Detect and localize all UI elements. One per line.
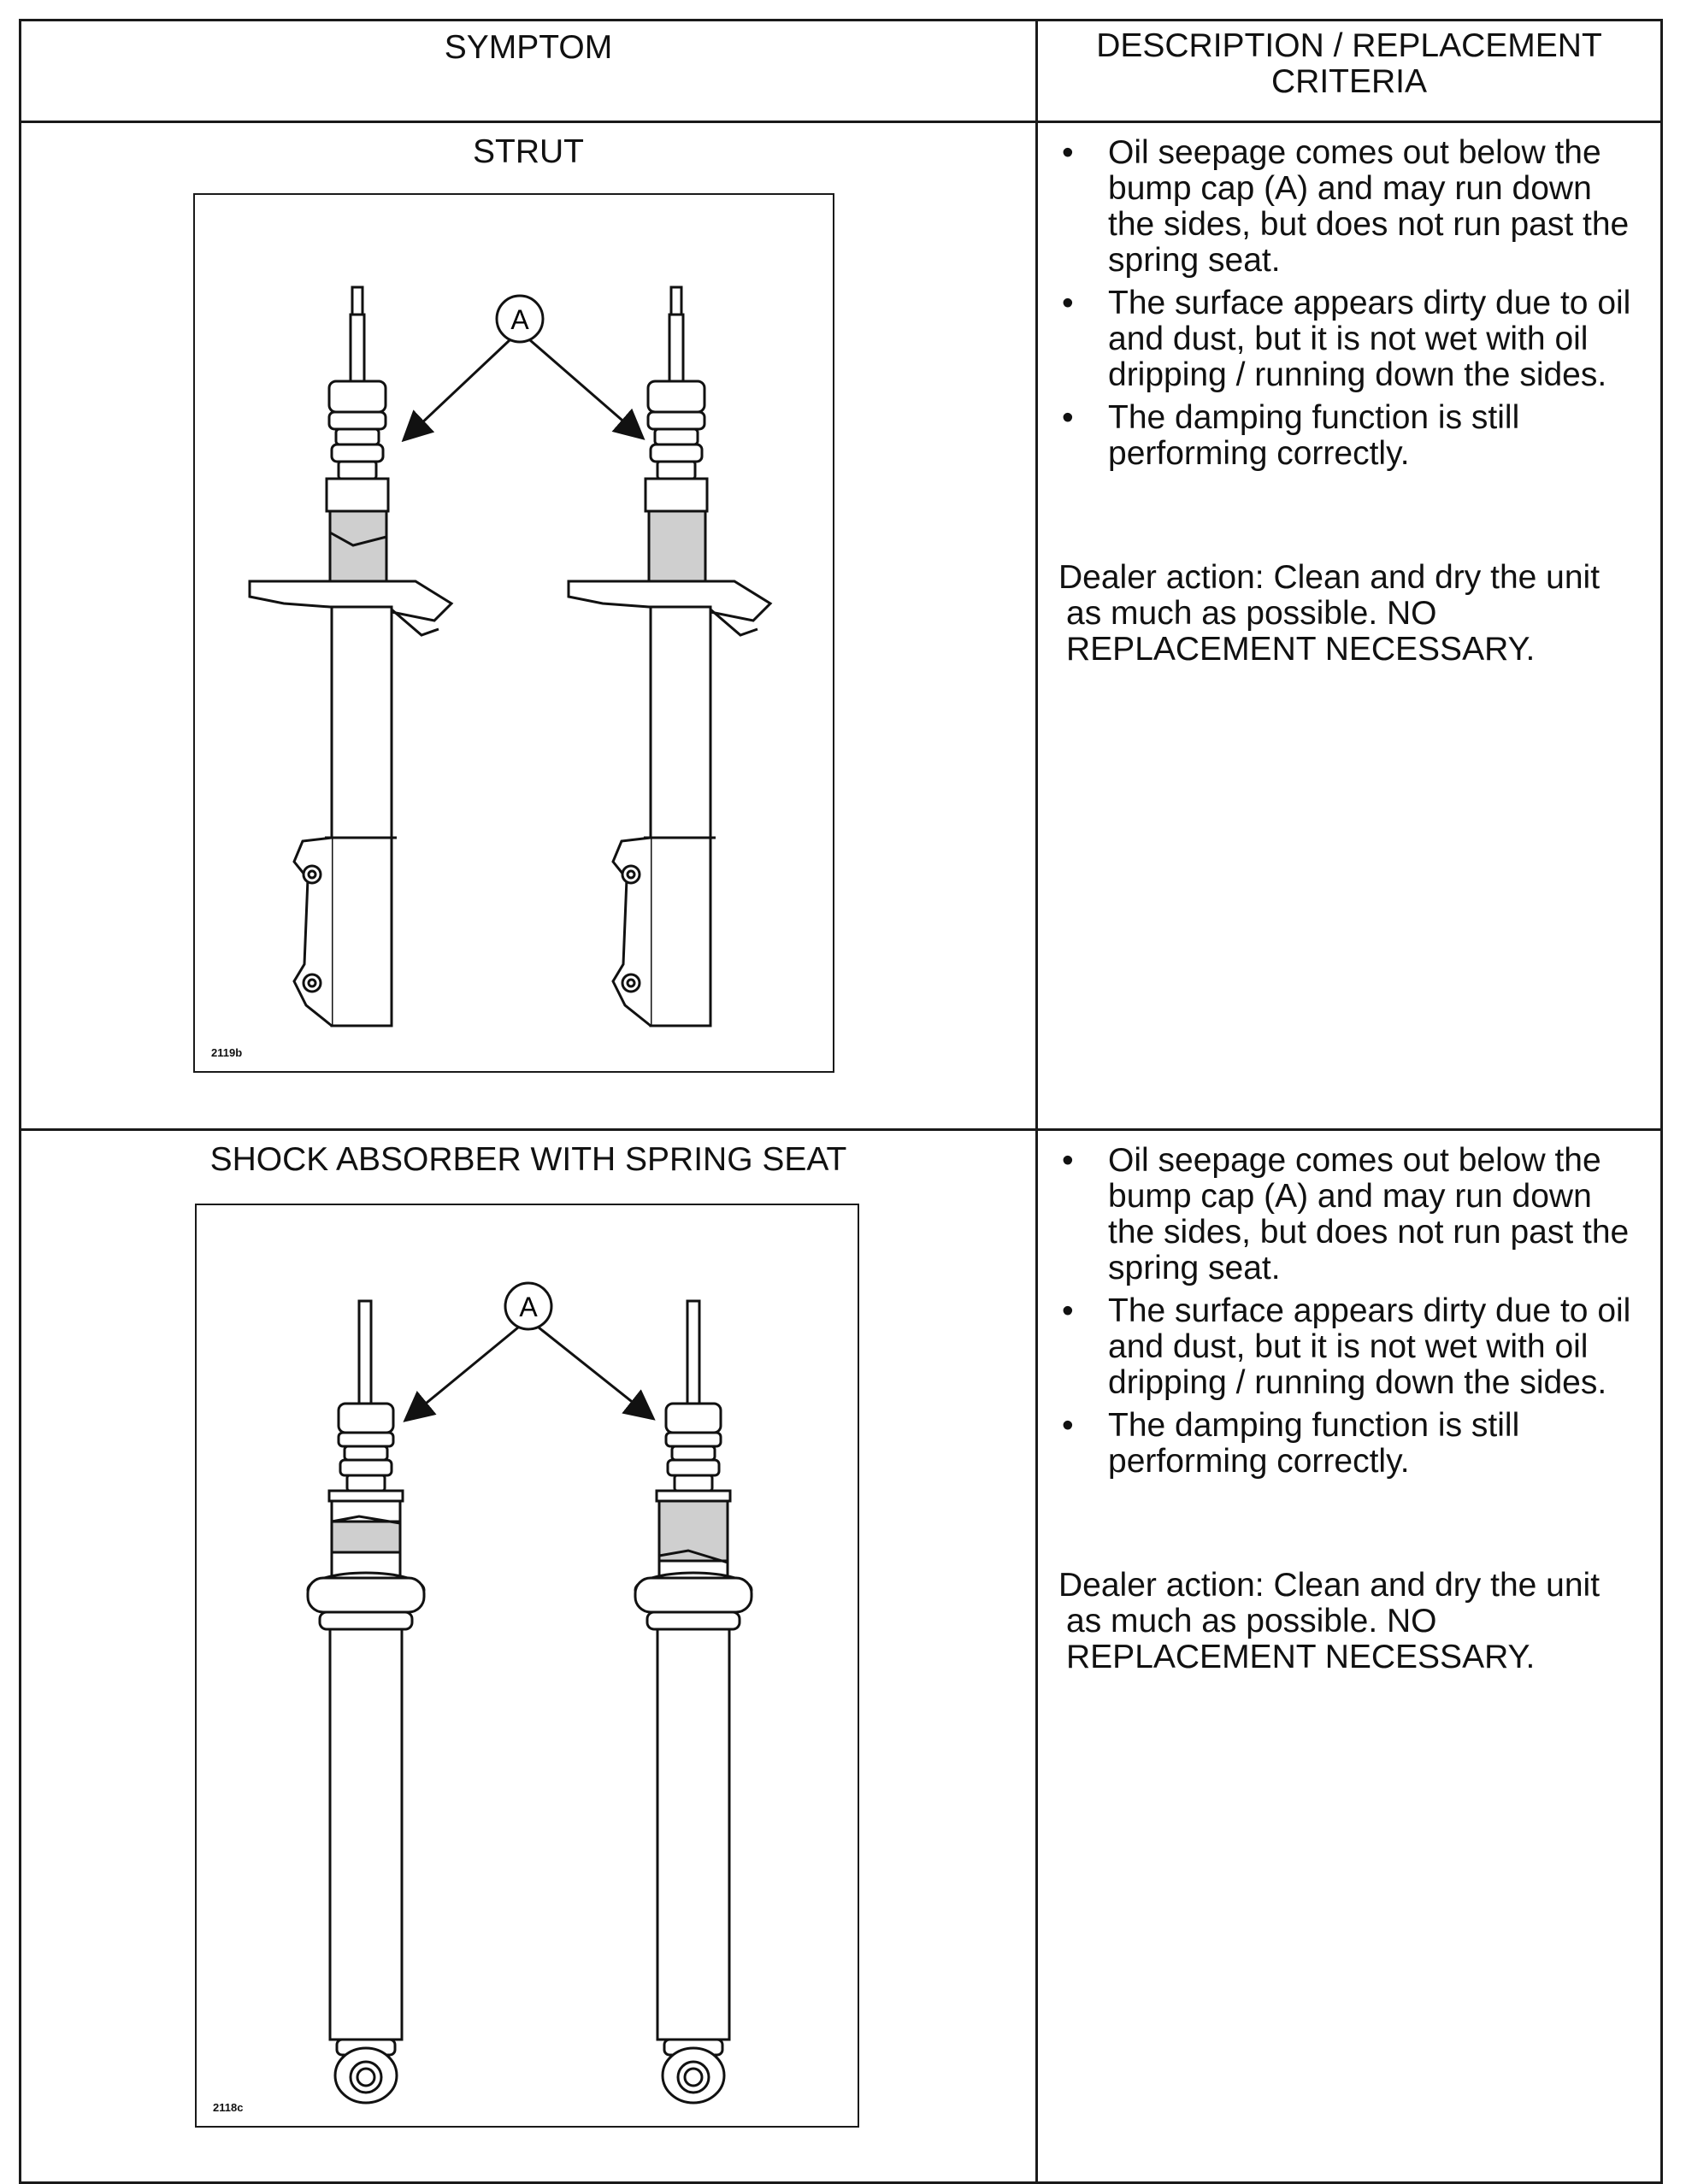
criteria-list-strut	[1058, 135, 1643, 472]
symptom-title-shock: SHOCK ABSORBER WITH SPRING SEAT	[209, 1141, 847, 1178]
callout-letter: A	[510, 304, 529, 335]
callout-a	[407, 1283, 651, 1419]
list-item: • The damping function is still performing correctly.	[1062, 1407, 1520, 1480]
description-cell-shock	[1037, 1130, 1662, 2183]
dealer-action-strut: Dealer action: Clean and dry the unit as much as possible. NO REPLACEMENT NECESSARY.	[1058, 559, 1601, 668]
criteria-list-shock	[1058, 1143, 1643, 1480]
header-description: DESCRIPTION / REPLACEMENT CRITERIA	[1037, 21, 1662, 122]
list-item: • The damping function is still performing correctly.	[1062, 399, 1520, 472]
list-item: • The surface appears dirty due to oil and dust, but it is not wet with oil dripping / running down the sides.	[1062, 285, 1631, 393]
symptom-cell-strut	[21, 122, 1037, 1130]
figure-label-strut: 2119b	[211, 1046, 243, 1059]
symptom-title-strut: STRUT	[473, 133, 584, 170]
table-row-shock	[21, 1130, 1662, 2183]
description-cell-strut	[1037, 122, 1662, 1130]
list-item: • Oil seepage comes out below the bump cap (A) and may run down the sides, but does not run past the spring seat.	[1062, 1142, 1630, 1286]
table-row-strut	[21, 122, 1662, 1130]
list-item: • The surface appears dirty due to oil and dust, but it is not wet with oil dripping / running down the sides.	[1062, 1292, 1631, 1401]
table-header-row	[21, 21, 1662, 122]
callout-a	[405, 296, 641, 439]
strut-illustration	[193, 193, 834, 1073]
strut-left	[250, 287, 451, 1026]
strut-right	[569, 287, 770, 1026]
shock-illustration	[195, 1204, 859, 2128]
shock-left	[308, 1301, 424, 2103]
symptom-table	[19, 19, 1663, 2184]
header-symptom: SYMPTOM	[21, 21, 1037, 122]
figure-label-shock: 2118c	[213, 2101, 244, 2114]
callout-letter: A	[519, 1292, 538, 1322]
shock-right	[635, 1301, 752, 2103]
list-item: • Oil seepage comes out below the bump cap (A) and may run down the sides, but does not run past the spring seat.	[1062, 134, 1630, 279]
dealer-action-shock: Dealer action: Clean and dry the unit as much as possible. NO REPLACEMENT NECESSARY.	[1058, 1567, 1601, 1675]
strut-drawing	[195, 195, 833, 1071]
symptom-cell-shock	[21, 1130, 1037, 2183]
shock-drawing	[197, 1205, 858, 2126]
